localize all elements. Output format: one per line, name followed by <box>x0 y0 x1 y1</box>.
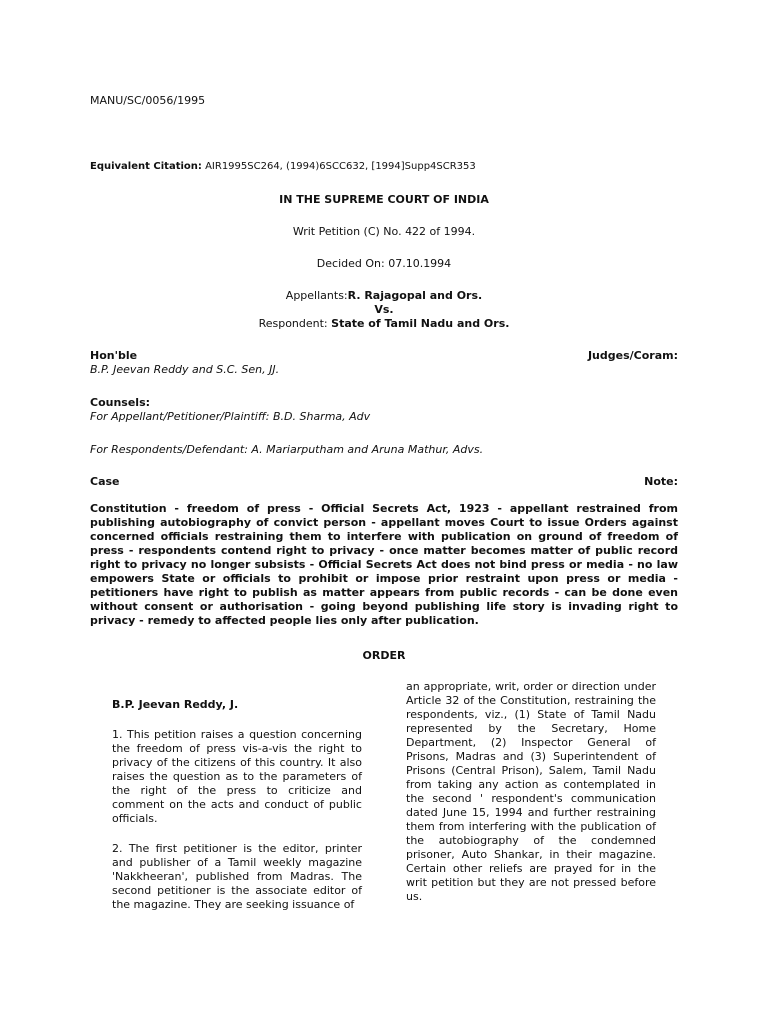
note-label: Note: <box>644 475 678 488</box>
appellants-name: R. Rajagopal and Ors. <box>347 289 483 302</box>
honble-label: Hon'ble <box>90 349 138 362</box>
equivalent-citation-label: Equivalent Citation: <box>90 161 202 172</box>
writ-petition-number: Writ Petition (C) No. 422 of 1994. <box>292 225 476 238</box>
appellant-counsel: For Appellant/Petitioner/Plaintiff: B.D. Sharma, Adv <box>90 410 371 423</box>
appellants-label: Appellants: <box>285 289 348 302</box>
respondent-name: State of Tamil Nadu and Ors. <box>331 317 510 330</box>
paragraph-2-continued: an appropriate, writ, order or direction under Article 32 of the Constitution, restraining the respondents, viz., (1) State of Tamil Nadu represented by the Secretary, Home Department, (2) Inspector General of Prisons, Madras and (3) Superintendent of Prisons (Central Prison), Salem, Tamil Nadu from taking any action as contemplated in the second ' respondent's communication dated June 15, 1994 and further restraining them from interfering with the publication of the autobiography of the condemned prisoner, Auto Shankar, in their magazine. Certain other reliefs are prayed for in the writ petition but they are not pressed before us. <box>406 680 656 903</box>
appellants-line <box>0 289 768 303</box>
bench-judges: B.P. Jeevan Reddy and S.C. Sen, JJ. <box>90 363 280 376</box>
versus: Vs. <box>374 303 394 316</box>
paragraph-1: 1. This petition raises a question concerning the freedom of press vis-a-vis the right to privacy of the citizens of this country. It also raises the question as to the parameters of the right of the press to criticize and comment on the acts and conduct of public officials. <box>112 728 362 825</box>
respondent-counsel: For Respondents/Defendant: A. Mariarputham and Aruna Mathur, Advs. <box>90 443 484 456</box>
judgment-left-column <box>112 698 362 928</box>
parties-block <box>0 289 768 331</box>
order-heading: ORDER <box>362 649 406 662</box>
equivalent-citation <box>90 161 476 172</box>
respondent-label: Respondent: <box>258 317 328 330</box>
judges-coram-label: Judges/Coram: <box>587 349 678 362</box>
equivalent-citation-value: AIR1995SC264, (1994)6SCC632, [1994]Supp4SCR353 <box>205 161 476 172</box>
paragraph-2: 2. The first petitioner is the editor, printer and publisher of a Tamil weekly magazine 'Nakkheeran', published from Madras. The second petitioner is the associate editor of the magazine. They are seeking issuance of <box>112 842 362 911</box>
case-label: Case <box>90 475 120 488</box>
court-name: IN THE SUPREME COURT OF INDIA <box>279 193 489 206</box>
decided-on-date: Decided On: 07.10.1994 <box>316 257 452 270</box>
judgment-right-column <box>406 680 656 904</box>
case-note-text: Constitution - freedom of press - Official Secrets Act, 1923 - appellant restrained from publishing autobiography of convict person - appellant moves Court to issue Orders against concerned officials restraining them to interfere with publication on ground of freedom of press - respondents contend right to privacy - once matter becomes matter of public record right to privacy no longer subsists - Official Secrets Act does not bind press or media - no law empowers State or officials to prohibit or impose prior restraint upon press or media - petitioners have right to publish as matter appears from public records - can be done even without consent or authorisation - going beyond publishing life story is invading right to privacy - remedy to affected people lies only after publication. <box>90 502 678 627</box>
authoring-judge: B.P. Jeevan Reddy, J. <box>112 698 239 711</box>
respondent-line <box>0 317 768 331</box>
counsels-label: Counsels: <box>90 396 151 409</box>
manu-citation: MANU/SC/0056/1995 <box>90 94 206 107</box>
